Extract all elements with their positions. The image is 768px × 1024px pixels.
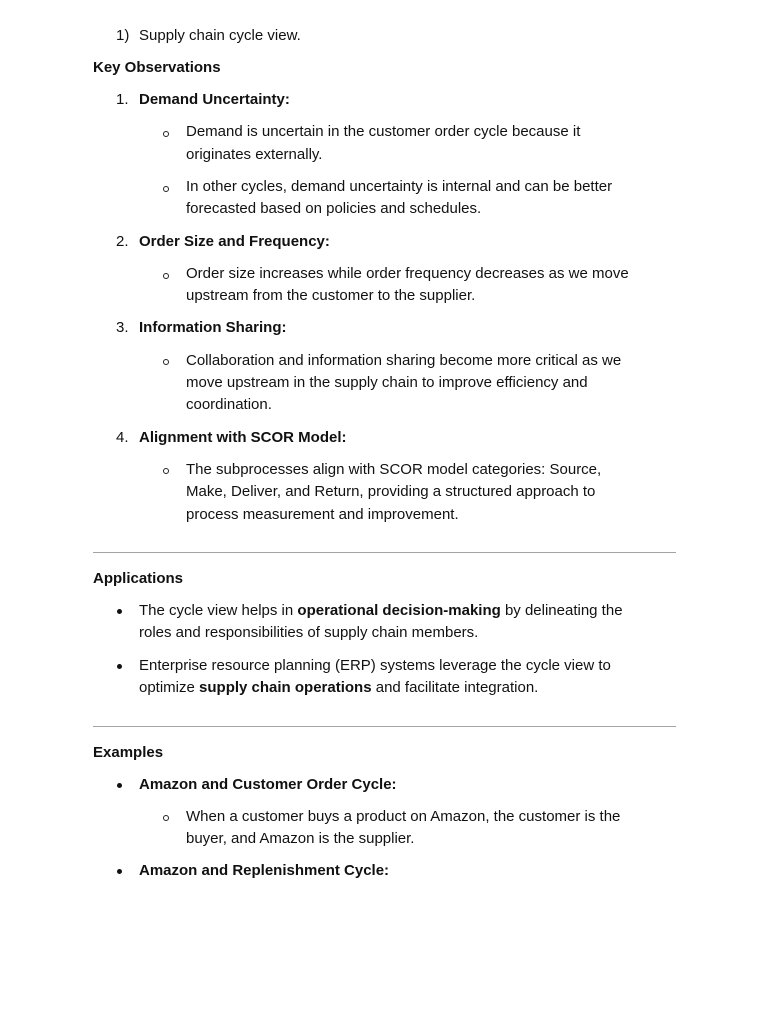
hollow-bullet-icon [163, 359, 169, 365]
intro-number: 1) [116, 27, 130, 44]
example-text: When a customer buys a product on Amazon, the customer is the [186, 808, 621, 825]
observation-text: In other cycles, demand uncertainty is internal and can be better [186, 178, 613, 195]
observation-text: Collaboration and information sharing become more critical as we [186, 352, 622, 369]
observation-text: coordination. [186, 396, 272, 413]
hollow-bullet-icon [163, 273, 169, 279]
application-text: Enterprise resource planning (ERP) systems leverage the cycle view to [139, 657, 611, 674]
observation-title-order-size: Order Size and Frequency: [139, 233, 330, 250]
section-divider [93, 552, 676, 553]
observation-number-2: 2. [116, 233, 129, 250]
observation-title-demand-uncertainty: Demand Uncertainty: [139, 91, 290, 108]
observation-text: originates externally. [186, 146, 323, 163]
application-text: The cycle view helps in operational decision-making by delineating the [139, 602, 623, 619]
observation-text: upstream from the customer to the supplier. [186, 287, 476, 304]
examples-heading: Examples [93, 744, 164, 761]
bullet-dot-icon [117, 869, 122, 874]
section-divider [93, 726, 676, 727]
intro-text: Supply chain cycle view. [139, 27, 301, 44]
observation-text: move upstream in the supply chain to improve efficiency and [186, 374, 588, 391]
observation-number-1: 1. [116, 91, 129, 108]
observation-title-information-sharing: Information Sharing: [139, 319, 287, 336]
hollow-bullet-icon [163, 186, 169, 192]
observation-text: process measurement and improvement. [186, 506, 459, 523]
example-text: buyer, and Amazon is the supplier. [186, 830, 415, 847]
observation-text: The subprocesses align with SCOR model categories: Source, [186, 461, 602, 478]
observation-text: Order size increases while order frequency decreases as we move [186, 265, 629, 282]
applications-heading: Applications [93, 570, 184, 587]
application-text: roles and responsibilities of supply chain members. [139, 624, 479, 641]
observation-text: Make, Deliver, and Return, providing a structured approach to [186, 483, 596, 500]
application-text: optimize supply chain operations and facilitate integration. [139, 679, 539, 696]
observation-number-3: 3. [116, 319, 129, 336]
observation-title-scor-alignment: Alignment with SCOR Model: [139, 429, 347, 446]
observation-number-4: 4. [116, 429, 129, 446]
observation-text: forecasted based on policies and schedules. [186, 200, 482, 217]
bullet-dot-icon [117, 664, 122, 669]
hollow-bullet-icon [163, 131, 169, 137]
hollow-bullet-icon [163, 468, 169, 474]
key-observations-heading: Key Observations [93, 59, 221, 76]
bullet-dot-icon [117, 609, 122, 614]
example-title-replenishment-cycle: Amazon and Replenishment Cycle: [139, 862, 390, 879]
observation-text: Demand is uncertain in the customer order cycle because it [186, 123, 581, 140]
hollow-bullet-icon [163, 815, 169, 821]
example-title-customer-order-cycle: Amazon and Customer Order Cycle: [139, 776, 397, 793]
bullet-dot-icon [117, 783, 122, 788]
